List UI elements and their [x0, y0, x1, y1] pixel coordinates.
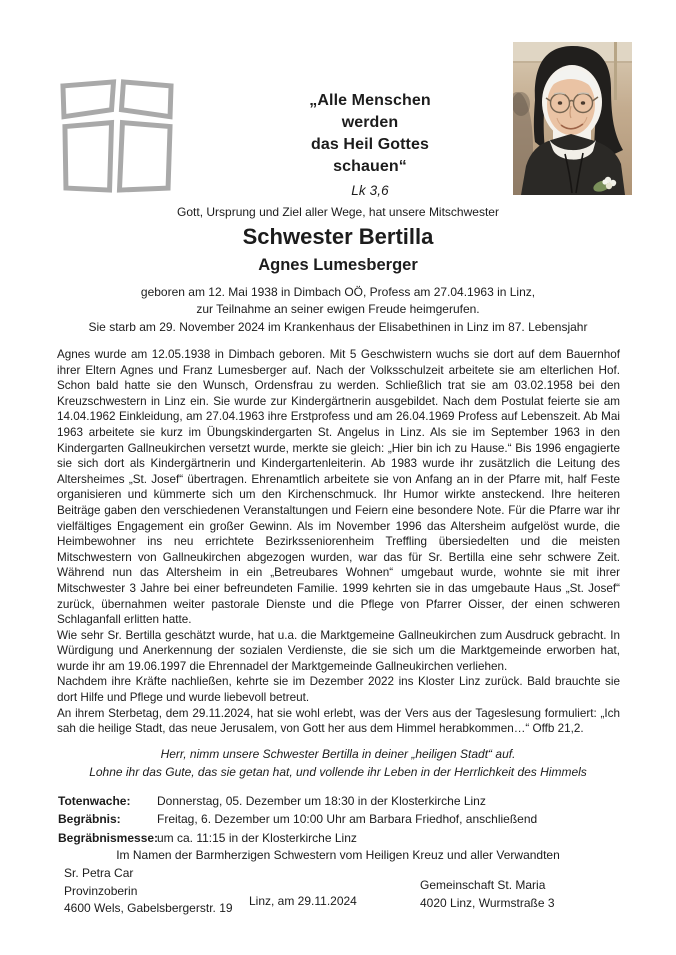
schedule-label: Begräbnis:: [58, 812, 121, 827]
footer-left-line: 4600 Wels, Gabelsbergerstr. 19: [64, 901, 233, 916]
footer-right-line: 4020 Linz, Wurmstraße 3: [420, 896, 555, 910]
biography-paragraph: Agnes wurde am 12.05.1938 in Dimbach geboren. Mit 5 Geschwistern wuchs sie dort auf dem Bauernhof ihrer Eltern Agnes und Franz Lumesberger auf. Nach der Volksschulzeit arbeitete sie am elterlichen Hof. Schon bald hatte sie den Wunsch, Ordensfrau zu werden. Schließlich trat sie am 03.02.1958 bei den Kreuzschwestern in Linz ein. Sie wurde zur Kindergärtnerin ausgebildet. Nach dem Postulat feierte sie am 14.04.1962 Einkleidung, am 27.04.1963 ihre Erstprofess und am 26.04.1969 Profess auf Lebenszeit. Ab Mai 1963 arbeitete sie kurz im Übungskindergarten St. Angelus in Linz. Als sie im September 1963 in den Kindergarten Gallneukirchen versetzt wurde, merkte sie gleich: „Hier bin ich zu Hause.“ Bis 1996 engagierte sie sich dort als Kindergärtnerin und Kindergartenleiterin. Ab 1983 wurde ihr zusätzlich die Leitung des Altersheimes „St. Josef“ übertragen. Ehrenamtlich arbeitete sie von Anfang an in der Pfarre mit, half Feste organisieren und kümmerte sich um den Kirchenschmuck. Ihr Humor wirkte ansteckend. Ihre heiteren Beiträge gaben den verschiedenen Veranstaltungen und Feiern eine besondere Note. Für die Pfarre war ihr vielfältiges Engagement ein großer Gewinn. Als im November 1996 das Altersheim aufgelöst wurde, die Heimbewohner ins neu errichtete Bezirksseniorenheim Treffling übersiedelten und die meisten Mitschwestern von Gallneukirchen abgezogen wurden, war das für Sr. Bertilla eine sehr schwere Zeit. Während nun das Altersheim in ein „Betreubares Wohnen“ umgebaut wurde, wohnte sie mit ihrer Mitschwester 3 Jahre bei einer befreundeten Familie. 1999 kehrten sie in das umgebaute Haus „St. Josef“ zurück, übernahmen weiter pastorale Dienste und die Pflege von Pfarrer Oisser, der einen schweren Schlaganfall erlitten hatte.: [57, 348, 620, 627]
schedule-row-begraebnismesse: [58, 829, 620, 847]
biography-paragraph: Nachdem ihre Kräfte nachließen, kehrte sie im Dezember 2022 ins Kloster Linz zurück. Bald brauchte sie dort Hilfe und Pflege und wurde liebevoll betreut.: [57, 675, 620, 705]
footer-right-line: Gemeinschaft St. Maria: [420, 878, 546, 892]
nun-portrait-illustration: [513, 42, 632, 195]
prayer-line: Herr, nimm unsere Schwester Bertilla in deiner „heiligen Stadt“ auf.: [160, 747, 516, 761]
footer-sender-left: [64, 865, 233, 918]
deceased-religious-name: Schwester Bertilla: [242, 224, 434, 249]
footer-left-line: Provinzoberin: [64, 883, 138, 898]
schedule-value: Freitag, 6. Dezember um 10:00 Uhr am Barbara Friedhof, anschließend: [157, 812, 538, 827]
schedule-row-totenwache: [58, 792, 620, 810]
intro-line: Gott, Ursprung und Ziel aller Wege, hat unsere Mitschwester: [177, 205, 499, 219]
prayer-line: Lohne ihr das Gute, das sie getan hat, und vollende ihr Leben in der Herrlichkeit des Himmels: [89, 764, 587, 779]
portrait-photo: [513, 42, 632, 195]
quote-line: „Alle Menschen: [309, 92, 431, 109]
closing-line: Im Namen der Barmherzigen Schwestern vom Heiligen Kreuz und aller Verwandten: [116, 848, 560, 862]
vita-line: zur Teilnahme an seiner ewigen Freude heimgerufen.: [196, 302, 480, 317]
schedule-label: Begräbnismesse:: [58, 830, 159, 845]
vita-block: [0, 284, 676, 336]
cross-icon: [58, 78, 175, 195]
footer-sender-right: [420, 876, 555, 912]
quote-line: werden: [341, 114, 399, 131]
vita-line: geboren am 12. Mai 1938 in Dimbach OÖ, Profess am 27.04.1963 in Linz,: [140, 285, 536, 299]
footer-place-date: Linz, am 29.11.2024: [249, 894, 357, 908]
funeral-schedule: [58, 792, 620, 847]
biography-paragraph: An ihrem Sterbetag, dem 29.11.2024, hat sie wohl erlebt, was der Vers aus der Tageslesung formuliert: „Ich sah die heilige Stadt, das neue Jerusalem, von Gott her aus dem Himmel herabkommen…“ Offb 21,2.: [57, 706, 620, 736]
opening-quote: [175, 90, 565, 202]
schedule-row-begraebnis: [58, 810, 620, 828]
biography: [57, 347, 620, 737]
biography-paragraph: Wie sehr Sr. Bertilla geschätzt wurde, hat u.a. die Marktgemeine Gallneukirchen zum Ausdruck gebracht. In Würdigung und Anerkennung der sozialen Verdienste, die sie sich um die Marktgemeinde erworben hat, wurde ihr am 19.06.1997 die Ehrennadel der Marktgemeinde Gallneukirchen verliehen.: [57, 628, 620, 673]
schedule-value: Donnerstag, 05. Dezember um 18:30 in der Klosterkirche Linz: [157, 794, 486, 808]
quote-reference: Lk 3,6: [351, 183, 389, 198]
footer-left-line: Sr. Petra Car: [64, 866, 134, 880]
vita-line: Sie starb am 29. November 2024 im Krankenhaus der Elisabethinen in Linz im 87. Lebensjahr: [88, 319, 588, 334]
prayer-block: [0, 746, 676, 781]
deceased-birth-name: Agnes Lumesberger: [258, 256, 418, 274]
quote-line: schauen“: [333, 158, 407, 175]
schedule-value: um ca. 11:15 in der Klosterkirche Linz: [157, 830, 357, 845]
cross-icon-graphic: [58, 78, 175, 195]
schedule-label: Totenwache:: [58, 794, 131, 808]
quote-line: das Heil Gottes: [311, 136, 429, 153]
